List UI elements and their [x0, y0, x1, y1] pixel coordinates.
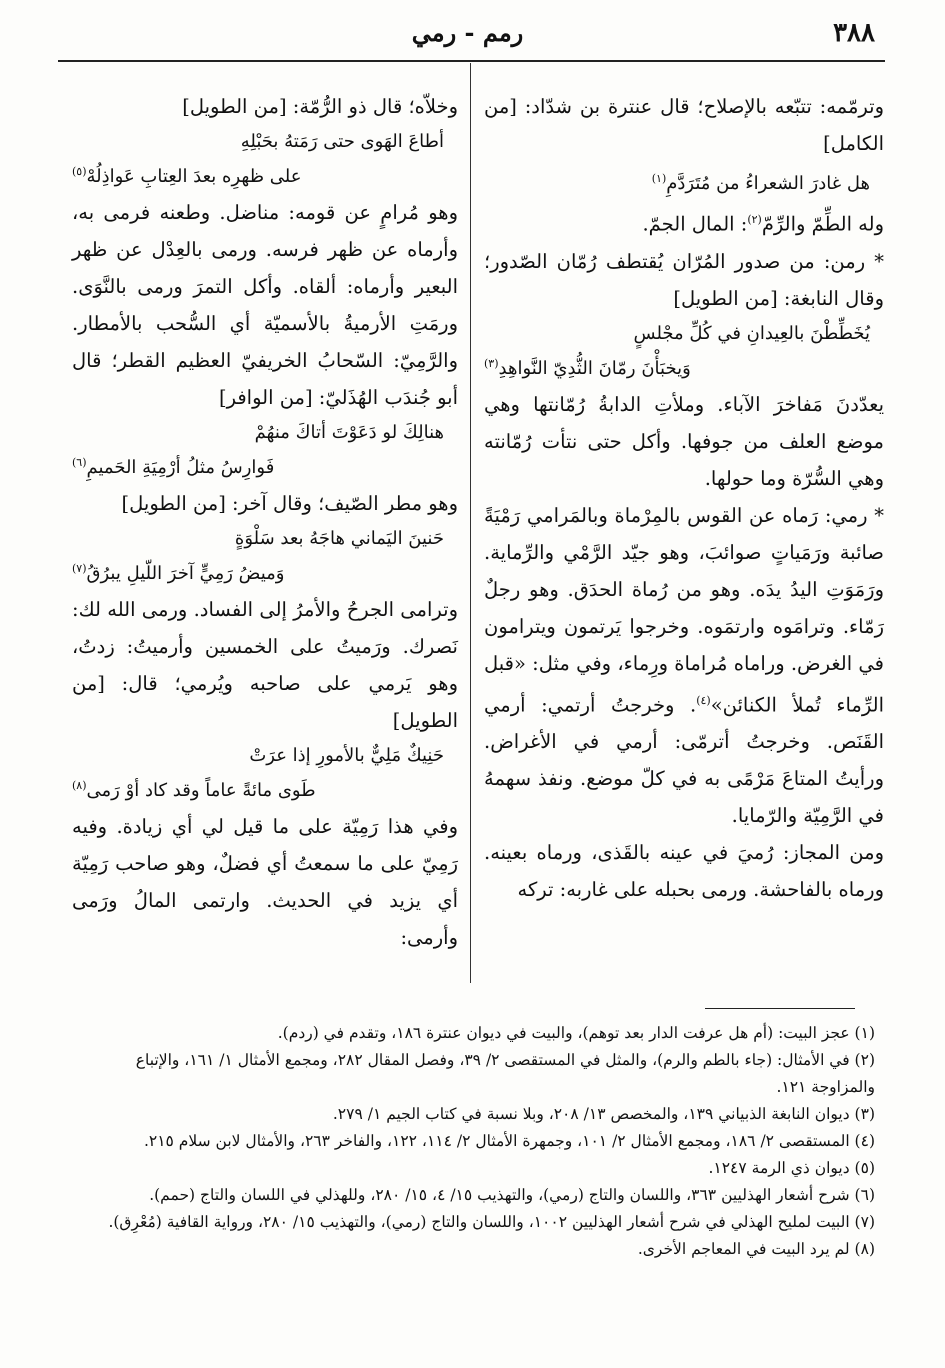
verse-hemistich: يُخَطِّطْنَ بالعِيدانِ في كُلِّ مجْلسٍ [633, 322, 870, 344]
footnote-rule [705, 1008, 855, 1009]
verse-hemistich: حَنينَ اليَماني هاجَهُ بعد سَلْوَةٍ [234, 528, 444, 549]
poetry-verse [72, 524, 458, 589]
right-column [484, 88, 884, 908]
entry-paragraph: وترمّمه: تتبّعه بالإصلاح؛ قال عنترة بن شدّاد: [من الكامل] [484, 95, 884, 155]
footnote-ref: (٨) [72, 779, 87, 792]
entry-paragraph-majaz: ومن المجاز: رُميَ في عينه بالقَذى، ورماه بعينه. ورماه بالفاحشة. ورمى بحبله على غاربه: تركه [484, 841, 884, 901]
verse-hemistich: هنالِكَ لو دَعَوْتَ أتاكَ منهُمْ [254, 422, 444, 443]
running-head: رمم - رمي [411, 18, 524, 47]
column-divider [470, 63, 471, 983]
footnote-ref: (١) [651, 172, 667, 185]
footnotes [90, 1020, 875, 1263]
entry-paragraph: وخلاّه؛ قال ذو الرُّمّة: [من الطويل] [182, 95, 458, 118]
footnote-ref: (٢) [747, 213, 762, 226]
header-rule [58, 60, 885, 62]
footnote: (٥) ديوان ذي الرمة ١٢٤٧. [708, 1159, 875, 1177]
footnote-ref: (٤) [696, 693, 711, 707]
verse-hemistich: حَنِيكٌ مَلِيٌّ بالأمورِ إذا عرَتْ [249, 745, 444, 766]
verse-text: هل غادرَ الشعراءُ من مُتَرَدَّمِ [666, 173, 870, 194]
entry-paragraph: وله الطِّمّ والرِّمّ$^{(٢)}$: المال الجمّ. [642, 212, 884, 236]
entry-paragraph: وفي هذا رَمِيّة على ما قيل لي أي زيادة. وفيه رَمِيّ على ما سمعتُ أي فضلٌ، وهو صاحب رَمِيّة أي يزيد في الحديث. وارتمى المالُ ورَمى وأرمى: [72, 815, 458, 949]
left-column [72, 88, 458, 956]
footnote: (٨) لم يرد البيت في المعاجم الأخرى. [637, 1240, 875, 1258]
footnote: (١) عجز البيت: (أم هل عرفت الدار بعد توهم)، والبيت في ديوان عنترة ١٨٦، وتقدم في (ردم). [277, 1024, 875, 1042]
footnote: (٣) ديوان النابغة الذبياني ١٣٩، والمخصص ١٣/ ٢٠٨، وبلا نسبة في كتاب الجيم ١/ ٢٧٩. [332, 1105, 875, 1123]
page-number: ٣٨٨ [833, 18, 875, 48]
footnote-ref: (٥) [72, 165, 87, 178]
poetry-verse [484, 319, 884, 384]
verse-hemistich: طَوى مائةً عاماً وقد كاد أوْ رَمى [86, 780, 316, 801]
entry-paragraph-rmn: * رمن: من صدور المُرّان يُقتطف رُمّان الصّدور؛ وقال النابغة: [من الطويل] [484, 249, 884, 310]
footnote-ref: (٧) [72, 562, 87, 575]
verse-hemistich: وَميضُ رَمِيٍّ آخرَ اللّيلِ يبرُقُ [86, 563, 285, 584]
poetry-verse [72, 418, 458, 483]
entry-paragraph: وهو مُرامٍ عن قومه: مناضل. وطعنه فرمى به، وأرماه عن ظهر فرسه. ورمى بالعِدْل عن ظهر البعير وأرماه: ألقاه. وأكل التمرَ ورمى بالنَّوَى. ورمَتِ الأرميةُ بالأسميّة أي السُّحب بالأمطار. والرَّمِيّ: السّحابُ الخريفيّ العظيم القطر؛ قال أبو جُندَب الهُذَليّ: [من الوافر] [72, 201, 458, 409]
page-header [50, 14, 885, 54]
footnote: (٧) البيت لمليح الهذلي في شرح أشعار الهذليين ١٠٠٢، واللسان والتاج (رمي)، والتهذيب ١٥/ ٢٨٠، ورواية القافية (مُعْرِق). [108, 1213, 875, 1231]
verse-hemistich: فَوارِسُ مثلُ أرْمِيَةِ الحَميمِ [86, 457, 275, 478]
poetry-verse [72, 127, 458, 192]
entry-paragraph-rmy: * رمي: رَماه عن القوس بالمِرْماة وبالمَرامي رَمْيَةً صائبة ورَمَياتٍ صوائبَ، وهو جيّد الرَّمْي والرِّماية. ورَمَوَتِ اليدُ يدَه. وهو من رُماة الحدَق. وهو رجلٌ رَمّاء. وترامَوه وارتمَوه. وخرجوا يَرتمون ويترامون في الغرض. وراماه مُراماة ورِماء، وفي مثل: «قبل الرِّماء تُملأ الكنائن»$^{(٤)}$. وخرجتُ أرتمي: أرمي القَنَص. وخرجتُ أترمّى: أرمي في الأغراض. ورأيتُ المتاعَ مَرْمًى به في كلّ موضع. ونفذ سهمهُ في الرَّمِيّة والرّمايا. [484, 503, 884, 827]
footnote: (٤) المستقصى ٢/ ١٨٦، ومجمع الأمثال ٢/ ١٠١، وجمهرة الأمثال ٢/ ١١٤، ١٢٢، والفاخر ٢٦٣، والأمثال لابن سلام ٢١٥. [143, 1132, 875, 1150]
footnote: (٦) شرح أشعار الهذليين ٣٦٣، واللسان والتاج (رمي)، والتهذيب ١٥/ ٤، ١٥/ ٢٨٠، وللهذلي في اللسان والتاج (حمم). [149, 1186, 875, 1204]
footnote-ref: (٦) [72, 456, 87, 469]
entry-paragraph: وترامى الجرحُ والأمرُ إلى الفساد. ورمى الله لك: نَصرك. ورَميتُ على الخمسين وأرميتُ: زدتُ، وهو يَرمي على صاحبه ويُرمي؛ قال: [من الطويل] [72, 598, 458, 732]
footnote: (٢) في الأمثال: (جاء بالطم والرم)، والمثل في المستقصى ٢/ ٣٩، وفصل المقال ٢٨٢، ومجمع الأمثال ١/ ١٦١، والإتباع والمزاوجة ١٢١. [135, 1051, 875, 1096]
footnote-ref: (٣) [484, 356, 499, 370]
entry-paragraph: يعدّدنَ مَفاخرَ الآباء. وملأتِ الدابةُ رُمّانتها وهي موضع العلف من جوفها. وأكل حتى نتأت رُمّانته وهي السُّرّة وما حولها. [484, 392, 884, 490]
poetry-verse [72, 741, 458, 806]
poetry-verse [484, 164, 884, 199]
verse-hemistich: وَيخبَأْنَ رمّانَ الثُّدِيّ النَّواهِدِ [498, 357, 691, 379]
verse-hemistich: على ظهرِه بعدَ العِتابِ عَواذِلُهْ [86, 166, 302, 187]
verse-hemistich: أطاعَ الهَوى حتى رَمَتهُ بحَبْلِهِ [240, 131, 444, 152]
entry-paragraph: وهو مطر الصّيف؛ وقال آخر: [من الطويل] [121, 492, 458, 515]
